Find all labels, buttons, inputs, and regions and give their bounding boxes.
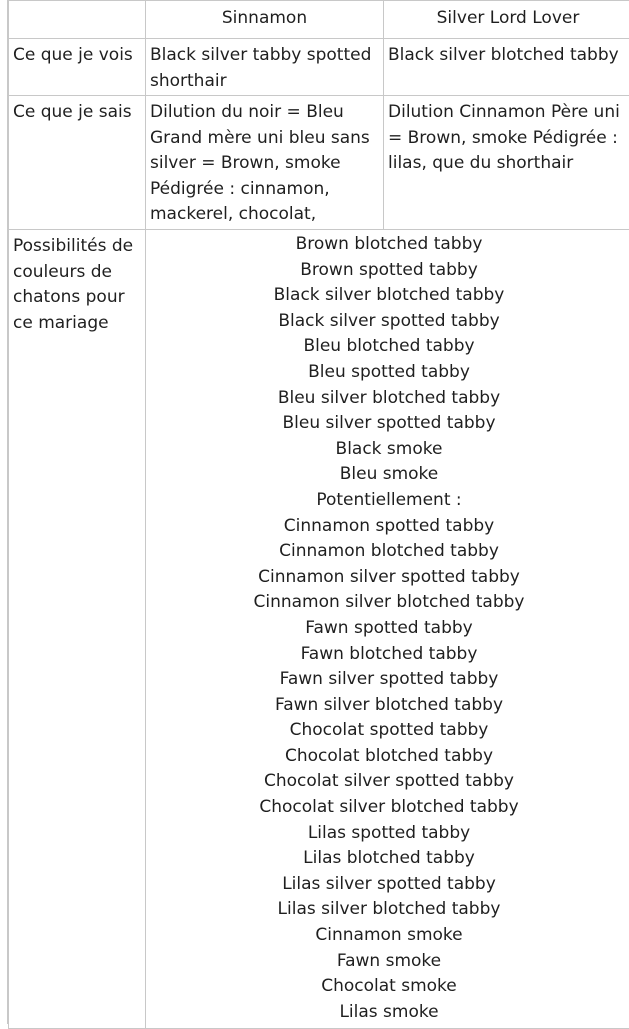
kitten-color-item: Fawn silver blotched tabby [150,693,628,719]
kitten-color-item: Chocolat blotched tabby [150,744,628,770]
kitten-color-item: Fawn spotted tabby [150,616,628,642]
kitten-color-item: Cinnamon smoke [150,923,628,949]
table-row-know [9,96,629,230]
kitten-color-item: Black smoke [150,437,628,463]
kitten-color-item: Lilas silver spotted tabby [150,872,628,898]
header-silver-lord-lover: Silver Lord Lover [384,1,629,39]
kitten-colors-list [146,230,629,1029]
table-row-kitten-colors [9,230,629,1029]
kitten-color-item: Cinnamon silver blotched tabby [150,590,628,616]
kitten-color-item: Fawn blotched tabby [150,642,628,668]
kitten-color-item: Lilas silver blotched tabby [150,897,628,923]
kitten-color-item: Black silver blotched tabby [150,283,628,309]
kitten-color-item: Lilas spotted tabby [150,821,628,847]
table-left-margin [0,0,8,1024]
kitten-color-item: Bleu silver spotted tabby [150,411,628,437]
kitten-color-item: Potentiellement : [150,488,628,514]
cell-know-silver-lord-lover: Dilution Cinnamon Père uni = Brown, smoke Pédigrée : lilas, que du shorthair [384,96,629,230]
cell-see-silver-lord-lover: Black silver blotched tabby [384,39,629,96]
row-label-see: Ce que je vois [9,39,146,96]
kitten-color-item: Chocolat smoke [150,974,628,1000]
table-row-see [9,39,629,96]
kitten-color-item: Chocolat spotted tabby [150,718,628,744]
kitten-color-item: Cinnamon blotched tabby [150,539,628,565]
table-header-row [9,1,629,39]
cell-see-sinnamon: Black silver tabby spotted shorthair [146,39,384,96]
kitten-color-item: Lilas smoke [150,1000,628,1026]
row-label-know: Ce que je sais [9,96,146,230]
kitten-color-item: Brown spotted tabby [150,258,628,284]
cell-know-sinnamon: Dilution du noir = Bleu Grand mère uni bleu sans silver = Brown, smoke Pédigrée : cinnamon, mackerel, chocolat, [146,96,384,230]
kitten-color-item: Chocolat silver blotched tabby [150,795,628,821]
kitten-color-item: Bleu silver blotched tabby [150,386,628,412]
kitten-color-item: Cinnamon spotted tabby [150,514,628,540]
breeding-table [8,0,629,1029]
kitten-color-item: Fawn smoke [150,949,628,975]
kitten-color-item: Black silver spotted tabby [150,309,628,335]
header-sinnamon: Sinnamon [146,1,384,39]
row-label-kitten-colors: Possibilités de couleurs de chatons pour ce mariage [9,230,146,1029]
header-empty-cell [9,1,146,39]
kitten-color-item: Bleu spotted tabby [150,360,628,386]
kitten-color-item: Bleu blotched tabby [150,334,628,360]
kitten-color-item: Lilas blotched tabby [150,846,628,872]
kitten-color-item: Fawn silver spotted tabby [150,667,628,693]
kitten-color-item: Brown blotched tabby [150,232,628,258]
kitten-color-item: Cinnamon silver spotted tabby [150,565,628,591]
kitten-color-item: Chocolat silver spotted tabby [150,769,628,795]
kitten-color-item: Bleu smoke [150,462,628,488]
